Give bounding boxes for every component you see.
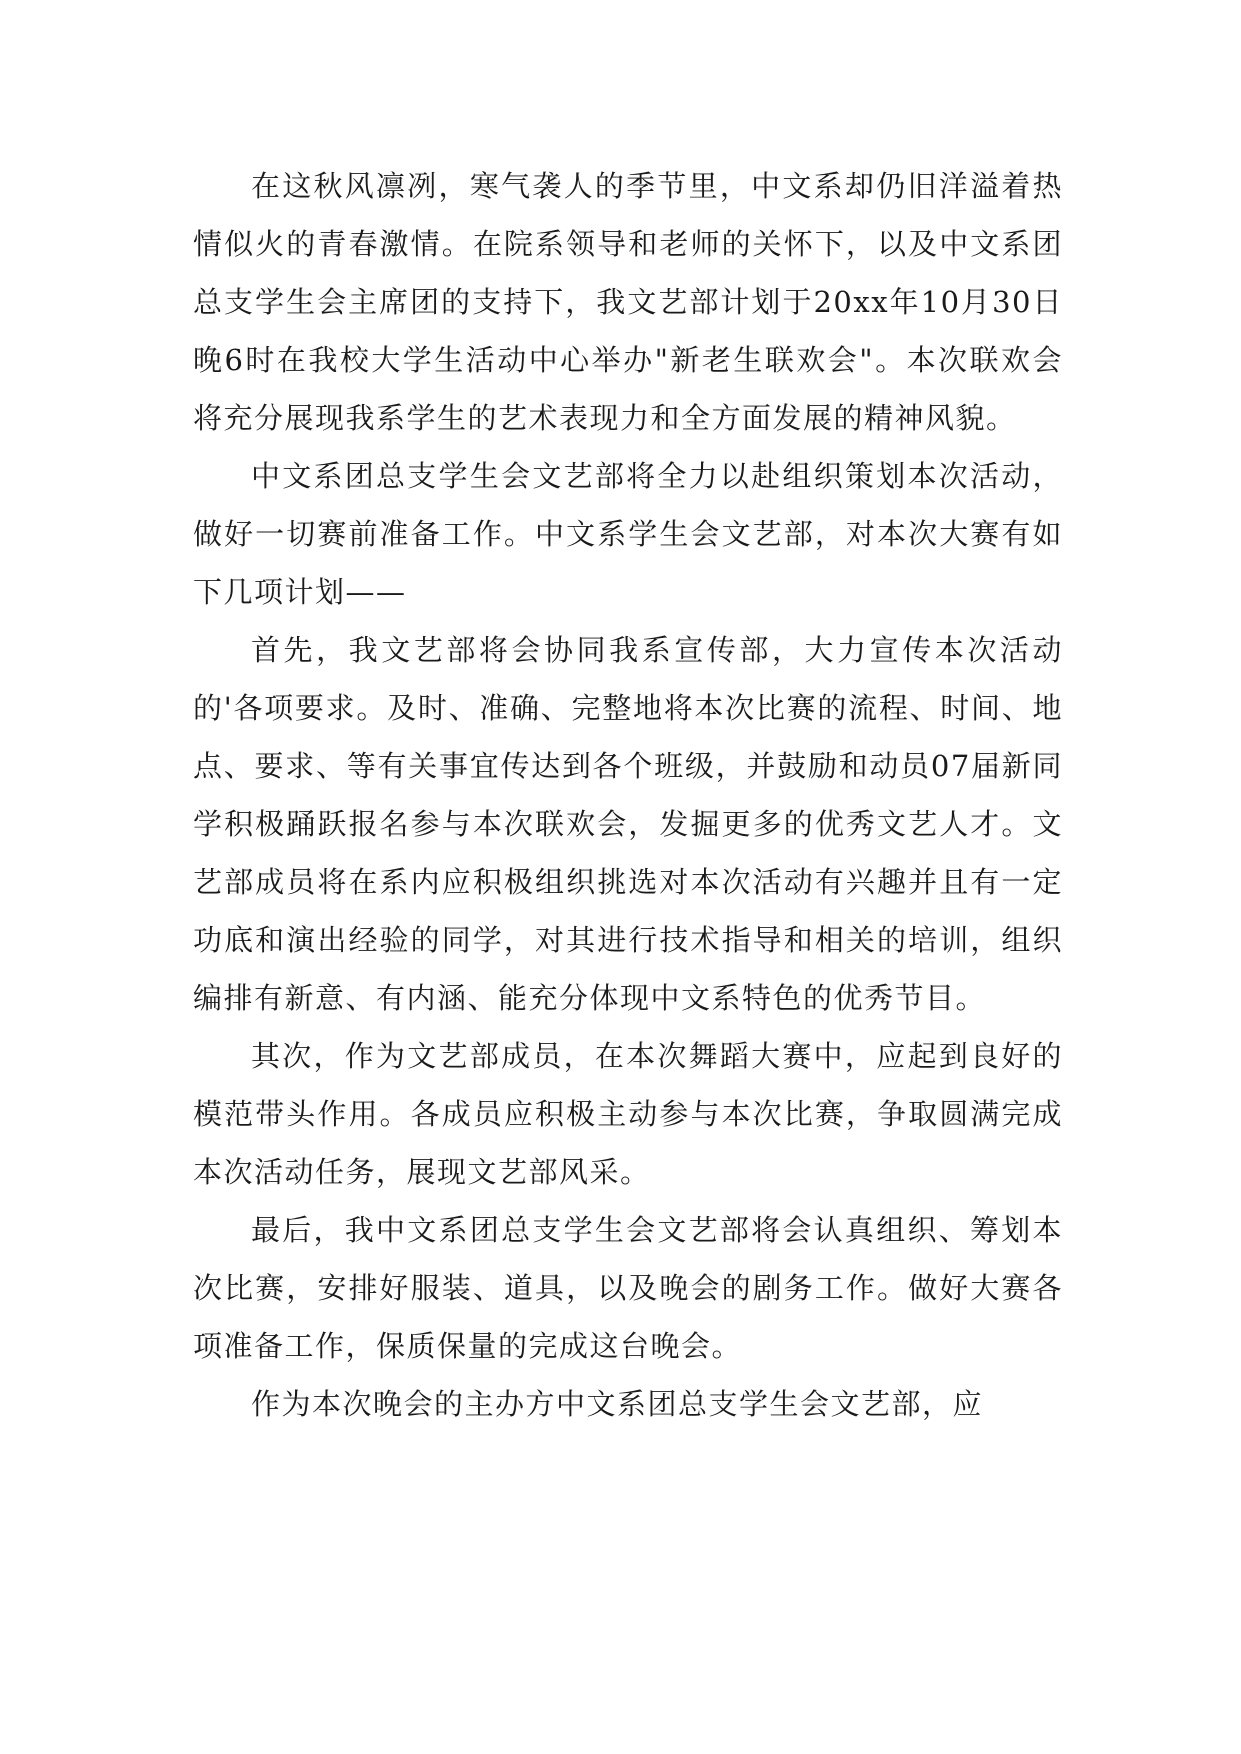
document-body — [193, 157, 1063, 1433]
paragraph-second: 其次，作为文艺部成员，在本次舞蹈大赛中，应起到良好的模范带头作用。各成员应积极主动参与本次比赛，争取圆满完成本次活动任务，展现文艺部风采。 — [193, 1039, 1063, 1189]
paragraph-plan-overview: 中文系团总支学生会文艺部将全力以赴组织策划本次活动，做好一切赛前准备工作。中文系学生会文艺部，对本次大赛有如下几项计划—— — [193, 459, 1063, 609]
paragraph-intro: 在这秋风凛冽，寒气袭人的季节里，中文系却仍旧洋溢着热情似火的青春激情。在院系领导和老师的关怀下，以及中文系团总支学生会主席团的支持下，我文艺部计划于20xx年10月30日晚6时在我校大学生活动中心举办"新老生联欢会"。本次联欢会将充分展现我系学生的艺术表现力和全方面发展的精神风貌。 — [193, 169, 1063, 435]
paragraph-first: 首先，我文艺部将会协同我系宣传部，大力宣传本次活动的'各项要求。及时、准确、完整地将本次比赛的流程、时间、地点、要求、等有关事宜传达到各个班级，并鼓励和动员07届新同学积极踊跃报名参与本次联欢会，发掘更多的优秀文艺人才。文艺部成员将在系内应积极组织挑选对本次活动有兴趣并且有一定功底和演出经验的同学，对其进行技术指导和相关的培训，组织编排有新意、有内涵、能充分体现中文系特色的优秀节目。 — [193, 633, 1063, 1015]
paragraph-host: 作为本次晚会的主办方中文系团总支学生会文艺部，应 — [251, 1387, 984, 1421]
paragraph-last: 最后，我中文系团总支学生会文艺部将会认真组织、筹划本次比赛，安排好服装、道具，以及晚会的剧务工作。做好大赛各项准备工作，保质保量的完成这台晚会。 — [193, 1213, 1063, 1363]
